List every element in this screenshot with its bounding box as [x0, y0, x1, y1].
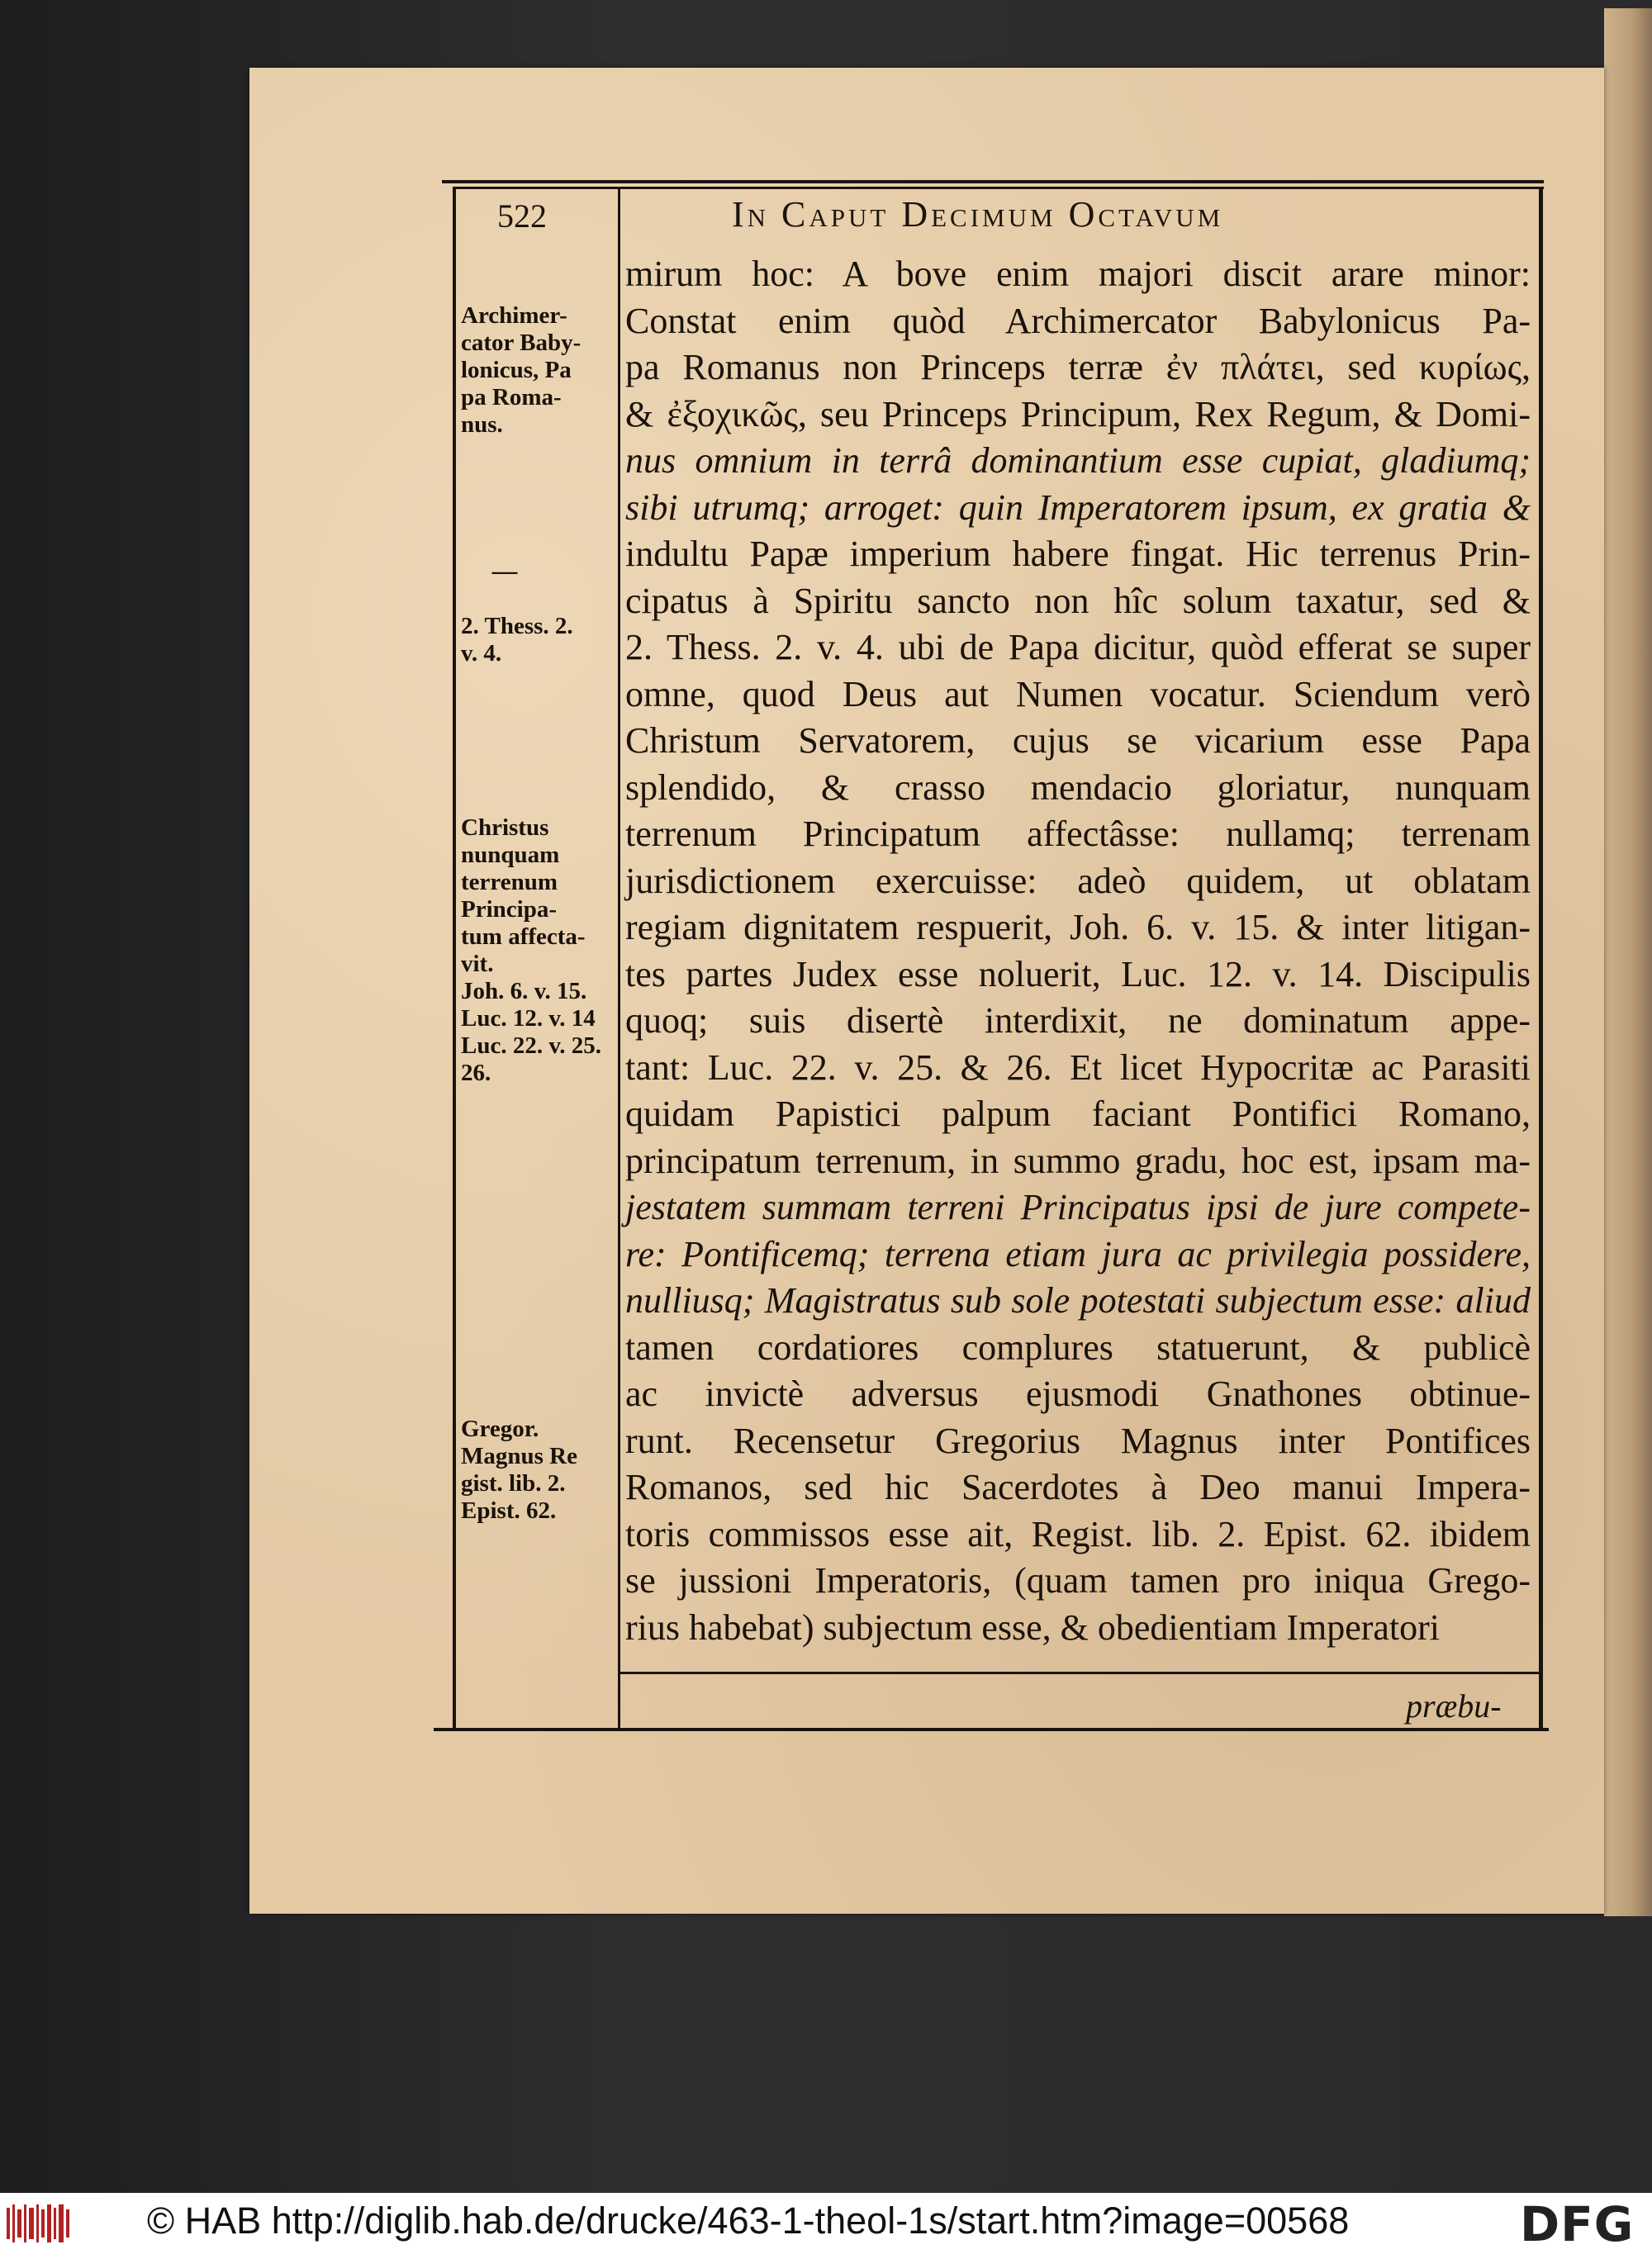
text-line: sibi utrumq; arroget: quin Imperatorem ipsum, ex gratia & [625, 486, 1531, 528]
text-line: 2. Thess. 2. v. 4. ubi de Papa dicitur, quòd efferat se super [625, 627, 1531, 667]
text-line: splendido, & crasso mendacio gloriatur, nunquam [625, 766, 1531, 808]
text-line: toris commissos esse ait, Regist. lib. 2. Epist. 62. ibidem [625, 1513, 1531, 1554]
marginal-note-line: Epist. 62. [461, 1497, 557, 1524]
marginal-note-line: Joh. 6. v. 15. [461, 978, 587, 1004]
text-line: indultu Papæ imperium habere fingat. Hic terrenus Prin- [625, 534, 1531, 574]
marginal-note-line: 2. Thess. 2. [461, 613, 573, 639]
marginal-note-line: pa Roma- [461, 384, 562, 410]
marginal-note-archimercator [461, 302, 615, 439]
marginal-note-line: Principa- [461, 896, 557, 923]
main-text-block [625, 251, 1531, 1651]
header-rule [442, 180, 1544, 183]
dfg-logo: DFG [1520, 2196, 1635, 2252]
marginal-note-line: Magnus Re [461, 1443, 577, 1469]
text-line: jestatem summam terreni Principatus ipsi de jure compete- [625, 1187, 1531, 1227]
marginal-note-line: cator Baby- [461, 330, 582, 356]
marginal-note-line: nus. [461, 411, 503, 438]
text-line: tamen cordatiores complures statuerunt, & publicè [625, 1326, 1531, 1368]
text-line: tes partes Judex esse noluerit, Luc. 12. v. 14. Discipulis [625, 953, 1531, 994]
text-line: se jussioni Imperatoris, (quam tamen pro iniqua Grego- [625, 1560, 1531, 1601]
text-line: quoq; suis disertè interdixit, ne dominatum appe- [625, 1000, 1531, 1041]
marginal-note-line: nunquam [461, 842, 560, 868]
text-line: cipatus à Spiritu sancto non hîc solum taxatur, sed & [625, 580, 1531, 621]
text-line: nulliusq; Magistratus sub sole potestati subjectum esse: aliud [625, 1280, 1531, 1321]
marginal-note-line: gist. lib. 2. [461, 1470, 566, 1497]
barcode-icon [7, 2204, 71, 2242]
text-line: Constat enim quòd Archimercator Babylonicus Pa- [625, 300, 1531, 341]
text-line: terrenum Principatum affectâsse: nullamq; terrenam [625, 814, 1531, 854]
text-line: mirum hoc: A bove enim majori discit arare minor: [625, 254, 1531, 294]
text-line: rius habebat) subjectum esse, & obedientiam Imperatori [625, 1606, 1441, 1648]
text-line: ac invictè adversus ejusmodi Gnathones obtinue- [625, 1374, 1531, 1414]
marginal-note-line: lonicus, Pa [461, 357, 572, 383]
text-line: quidam Papistici palpum faciant Pontifici Romano, [625, 1094, 1531, 1134]
page-number: 522 [497, 197, 547, 235]
marginal-note-line: Luc. 22. v. 25. [461, 1032, 601, 1059]
marginal-note-line: vit. [461, 951, 494, 977]
text-line: omne, quod Deus aut Numen vocatur. Sciendum verò [625, 673, 1531, 714]
adjacent-page-edge [1604, 8, 1652, 1916]
catchword: præbu- [1406, 1687, 1502, 1725]
text-bottom-rule [618, 1672, 1539, 1674]
footer-credit-link[interactable]: © HAB http://diglib.hab.de/drucke/463-1-theol-1s/start.htm?image=00568 [147, 2199, 1350, 2242]
header-rule-inner [453, 187, 1544, 189]
margin-rule-right [1539, 187, 1543, 1731]
text-line: jurisdictionem exercuisse: adeò quidem, ut oblatam [625, 860, 1531, 901]
text-line: re: Pontificemq; terrena etiam jura ac privilegia possidere, [625, 1233, 1531, 1274]
text-line: nus omnium in terrâ dominantium esse cupiat, gladiumq; [625, 440, 1531, 481]
text-line: Romanos, sed hic Sacerdotes à Deo manui Impera- [625, 1467, 1531, 1507]
marginal-note-line: 26. [461, 1060, 491, 1086]
marginal-dash: — [491, 555, 519, 588]
marginal-note-line: tum affecta- [461, 923, 586, 950]
marginal-note-line: Christus [461, 814, 549, 841]
marginal-note-line: Archimer- [461, 302, 567, 329]
margin-rule-left [453, 187, 456, 1731]
text-line: principatum terrenum, in summo gradu, hoc est, ipsam ma- [625, 1140, 1531, 1181]
marginal-note-line: Luc. 12. v. 14 [461, 1005, 596, 1032]
marginal-note-line: Gregor. [461, 1416, 539, 1442]
footer-bar [0, 2193, 1652, 2254]
column-rule [618, 187, 620, 1731]
text-line: runt. Recensetur Gregorius Magnus inter Pontifices [625, 1420, 1531, 1461]
marginal-note-thess [461, 613, 615, 667]
marginal-note-christus [461, 814, 615, 1087]
marginal-note-line: v. 4. [461, 640, 502, 667]
text-line: & ἐξοχικῶς, seu Princeps Principum, Rex Regum, & Domi- [625, 393, 1531, 434]
text-line: tant: Luc. 22. v. 25. & 26. Et licet Hypocritæ ac Parasiti [625, 1046, 1531, 1088]
text-line: pa Romanus non Princeps terræ ἐν πλάτει, sed κυρίως, [625, 347, 1531, 387]
running-title: In Caput Decimum Octavum [732, 194, 1224, 235]
text-line: Christum Servatorem, cujus se vicarium esse Papa [625, 720, 1531, 761]
footer-rule [434, 1728, 1549, 1731]
text-line: regiam dignitatem respuerit, Joh. 6. v. 15. & inter litigan- [625, 907, 1531, 947]
marginal-note-gregor [461, 1416, 615, 1525]
marginal-note-line: terrenum [461, 869, 558, 895]
